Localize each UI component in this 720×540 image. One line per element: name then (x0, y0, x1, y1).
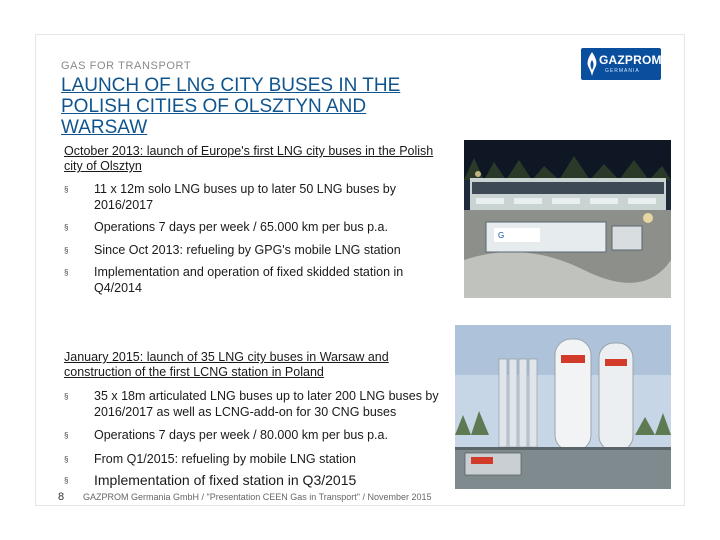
bullet-icon: § (64, 476, 69, 485)
flame-icon (584, 51, 600, 77)
list-item (64, 182, 434, 213)
bullet-icon: § (64, 268, 69, 277)
lng-buses-night-photo (464, 140, 671, 298)
bullet-text: Implementation of fixed station in Q3/2015 (94, 472, 357, 488)
lcng-station-photo (455, 325, 671, 489)
warsaw-heading: January 2015: launch of 35 LNG city buses in Warsaw and construction of the first LCNG station in Poland (64, 350, 389, 379)
bullet-icon: § (64, 454, 69, 464)
bullet-text: From Q1/2015: refueling by mobile LNG station (94, 451, 356, 466)
bullet-text: Operations 7 days per week / 80.000 km per bus p.a. (94, 428, 388, 442)
section-label: GAS FOR TRANSPORT (61, 60, 192, 72)
bullet-text: 11 x 12m solo LNG buses up to later 50 LNG buses by 2016/2017 (94, 182, 397, 212)
svg-text:G: G (498, 231, 505, 240)
list-item (64, 220, 434, 236)
slide-title: LAUNCH OF LNG CITY BUSES IN THE POLISH CITIES OF OLSZTYN AND WARSAW (61, 75, 401, 138)
slide-footer (58, 491, 698, 505)
page-number: 8 (58, 491, 65, 503)
list-item (64, 473, 454, 489)
bullet-text: 35 x 18m articulated LNG buses up to later 200 LNG buses by 2016/2017 as well as LCNG-add-on for 30 CNG buses (94, 389, 439, 419)
olsztyn-heading: October 2013: launch of Europe's first LNG city buses in the Polish city of Olsztyn (64, 144, 434, 173)
bullet-icon: § (64, 392, 69, 401)
list-item (64, 452, 454, 468)
warsaw-bullet-list (64, 389, 454, 497)
bullet-icon: § (64, 185, 69, 194)
list-item (64, 243, 434, 259)
olsztyn-bullet-list (64, 182, 434, 303)
bullet-icon: § (64, 245, 69, 255)
bullet-icon: § (64, 431, 69, 440)
logo-wordmark: GAZPROM (599, 53, 662, 67)
bullet-text: Since Oct 2013: refueling by GPG's mobile LNG station (94, 242, 401, 257)
list-item (64, 389, 454, 420)
logo-subtitle: GERMANIA (605, 68, 640, 74)
bullet-text: Operations 7 days per week / 65.000 km per bus p.a. (94, 220, 388, 234)
footer-text: GAZPROM Germania GmbH / "Presentation CEEN Gas in Transport" / November 2015 (83, 492, 432, 502)
list-item (64, 428, 454, 444)
bullet-text: Implementation and operation of fixed skidded station in Q4/2014 (94, 265, 404, 295)
list-item (64, 265, 434, 296)
gazprom-logo (581, 48, 661, 80)
bullet-icon: § (64, 223, 69, 232)
